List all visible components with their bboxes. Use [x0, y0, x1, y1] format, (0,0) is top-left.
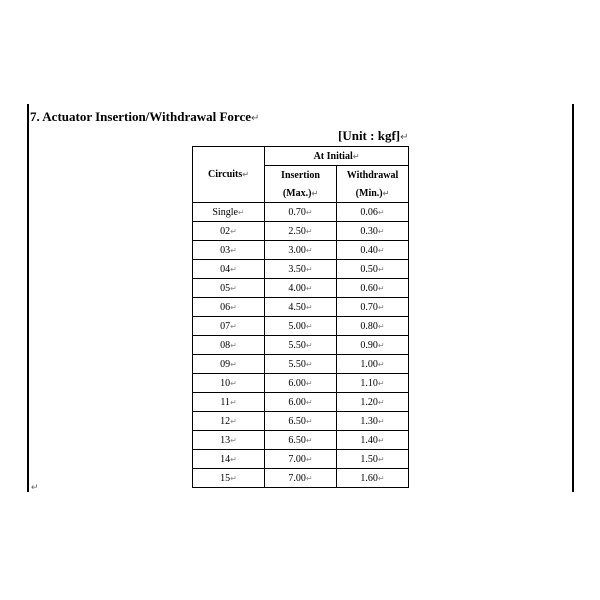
header-withdrawal: Withdrawal [337, 166, 409, 185]
page-right-border [572, 104, 574, 492]
cell-withdrawal: 1.10↵ [337, 374, 409, 393]
cell-circuits: 08↵ [193, 336, 265, 355]
cell-circuits: 06↵ [193, 298, 265, 317]
cell-insertion: 5.00↵ [265, 317, 337, 336]
table-row [193, 279, 409, 298]
cell-insertion: 5.50↵ [265, 336, 337, 355]
paragraph-mark: ↵ [400, 132, 409, 143]
cell-insertion: 0.70↵ [265, 203, 337, 222]
cell-withdrawal: 0.60↵ [337, 279, 409, 298]
cell-circuits: 10↵ [193, 374, 265, 393]
cell-withdrawal: 1.30↵ [337, 412, 409, 431]
table-row [193, 374, 409, 393]
table-row [193, 393, 409, 412]
cell-insertion: 6.50↵ [265, 412, 337, 431]
force-table [192, 146, 409, 488]
table-row [193, 241, 409, 260]
unit-label [338, 128, 409, 144]
section-title [30, 109, 259, 125]
cell-circuits: 04↵ [193, 260, 265, 279]
cell-circuits: 07↵ [193, 317, 265, 336]
cell-circuits: 14↵ [193, 450, 265, 469]
cell-withdrawal: 0.80↵ [337, 317, 409, 336]
cell-withdrawal: 0.30↵ [337, 222, 409, 241]
table-row [193, 203, 409, 222]
table-row [193, 260, 409, 279]
cell-withdrawal: 1.20↵ [337, 393, 409, 412]
cell-withdrawal: 0.06↵ [337, 203, 409, 222]
cell-circuits: 03↵ [193, 241, 265, 260]
page-left-border [27, 104, 29, 492]
cell-insertion: 7.00↵ [265, 469, 337, 488]
cell-insertion: 7.00↵ [265, 450, 337, 469]
cell-insertion: 2.50↵ [265, 222, 337, 241]
cell-withdrawal: 0.50↵ [337, 260, 409, 279]
header-withdrawal-min: (Min.)↵ [337, 184, 409, 203]
cell-withdrawal: 0.70↵ [337, 298, 409, 317]
cell-insertion: 6.00↵ [265, 393, 337, 412]
header-circuits: Circuits↵ [193, 147, 265, 203]
cell-withdrawal: 0.40↵ [337, 241, 409, 260]
cell-insertion: 3.00↵ [265, 241, 337, 260]
table-row [193, 222, 409, 241]
cell-circuits: 12↵ [193, 412, 265, 431]
header-at-initial: At Initial↵ [265, 147, 409, 166]
cell-circuits: 02↵ [193, 222, 265, 241]
table-row [193, 298, 409, 317]
cell-circuits: 15↵ [193, 469, 265, 488]
paragraph-mark: ↵ [251, 113, 260, 124]
table-row [193, 336, 409, 355]
paragraph-mark: ↵ [31, 482, 39, 492]
table-row [193, 431, 409, 450]
cell-circuits: 13↵ [193, 431, 265, 450]
cell-withdrawal: 1.50↵ [337, 450, 409, 469]
unit-label-text: [Unit : kgf] [338, 128, 401, 143]
cell-circuits: 11↵ [193, 393, 265, 412]
cell-withdrawal: 1.60↵ [337, 469, 409, 488]
cell-withdrawal: 0.90↵ [337, 336, 409, 355]
cell-withdrawal: 1.00↵ [337, 355, 409, 374]
header-insertion: Insertion [265, 166, 337, 185]
section-title-text: 7. Actuator Insertion/Withdrawal Force [30, 109, 251, 124]
table-row [193, 317, 409, 336]
header-insertion-max: (Max.)↵ [265, 184, 337, 203]
cell-insertion: 4.00↵ [265, 279, 337, 298]
cell-insertion: 6.50↵ [265, 431, 337, 450]
cell-insertion: 4.50↵ [265, 298, 337, 317]
cell-circuits: Single↵ [193, 203, 265, 222]
cell-withdrawal: 1.40↵ [337, 431, 409, 450]
cell-circuits: 05↵ [193, 279, 265, 298]
table-row [193, 469, 409, 488]
cell-circuits: 09↵ [193, 355, 265, 374]
cell-insertion: 6.00↵ [265, 374, 337, 393]
table-header-row-1 [193, 147, 409, 166]
cell-insertion: 3.50↵ [265, 260, 337, 279]
table-row [193, 412, 409, 431]
table-row [193, 355, 409, 374]
table-row [193, 450, 409, 469]
cell-insertion: 5.50↵ [265, 355, 337, 374]
